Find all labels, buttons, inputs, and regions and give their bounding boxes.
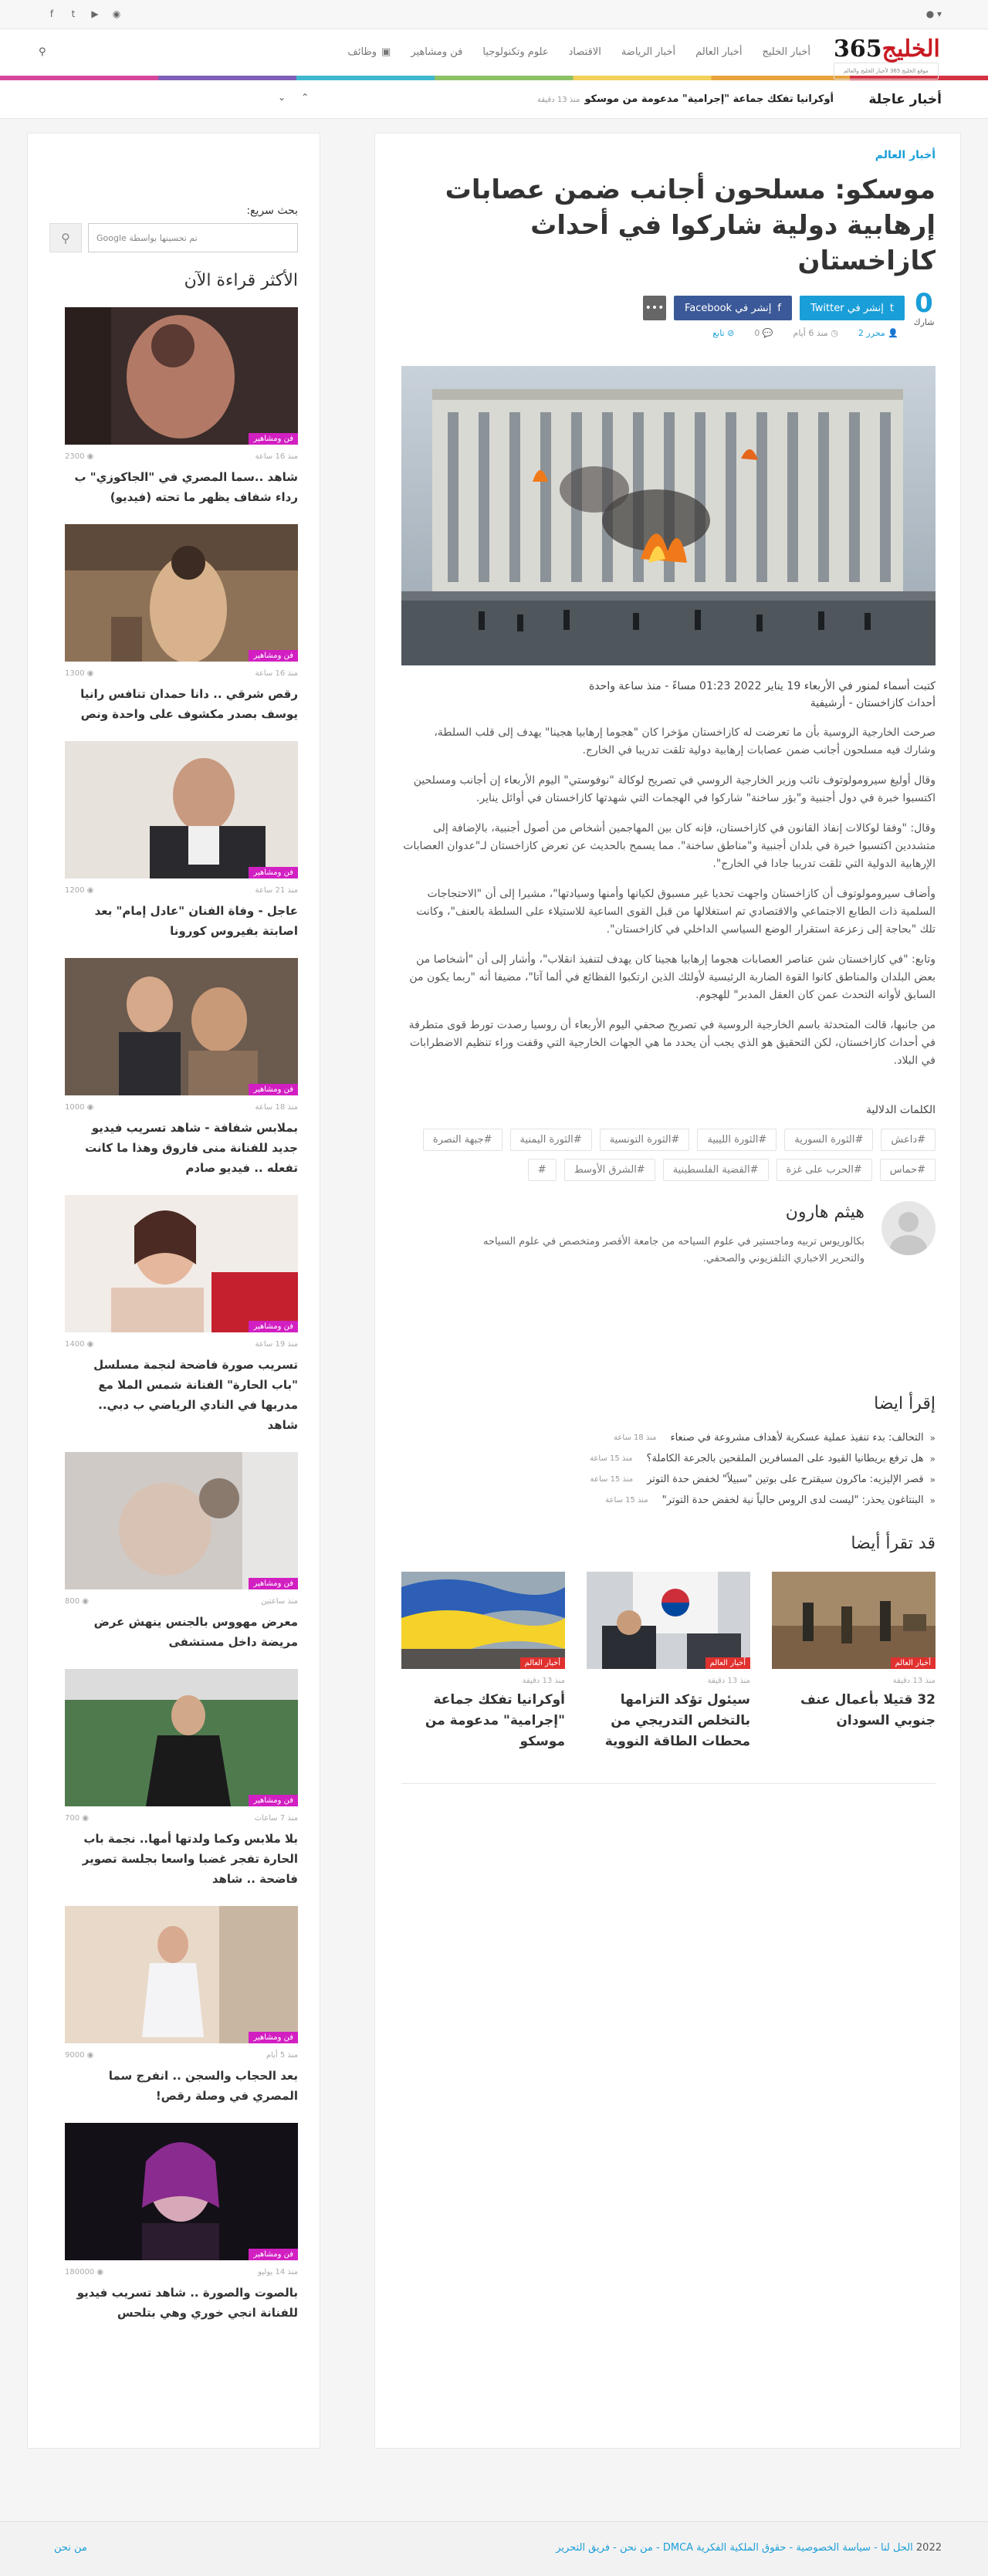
list-item[interactable] xyxy=(400,1448,936,1469)
tag-link[interactable]: #الحرب على غزة xyxy=(777,1159,872,1181)
article-meta xyxy=(400,328,898,338)
view-count-text: 9000 xyxy=(65,2051,85,2060)
view-count xyxy=(65,1340,93,1349)
related-card-time: منذ 13 دقيقة xyxy=(522,1677,565,1685)
popular-post-time: منذ 7 ساعات xyxy=(254,1814,298,1823)
popular-post[interactable] xyxy=(65,1669,298,1889)
author-box xyxy=(400,1201,936,1286)
author-name: محرر 2 xyxy=(858,328,885,338)
category-badge: فن ومشاهير xyxy=(249,2249,298,2260)
popular-post-time: منذ 14 يوليو xyxy=(258,2268,298,2276)
popular-post[interactable] xyxy=(65,2123,298,2323)
category-badge: فن ومشاهير xyxy=(249,1084,298,1095)
user-icon[interactable]: ▾ ● xyxy=(925,8,942,19)
popular-post-image xyxy=(65,1452,298,1589)
view-count-text: 2300 xyxy=(65,452,85,461)
article-paragraph: من جانبها، قالت المتحدثة باسم الخارجية الروسية في تصريح صحفي اليوم الأربعاء أن روسيا رصدت تورط قوى متطرفة في أحداث كازاخستان، لكن التحقيق هو الذي يجب أن يحدد ما هي الجهات الخارجية التي وقفت وراء تنظيم الاضطرابات في البلاد. xyxy=(408,1019,936,1067)
popular-post[interactable] xyxy=(65,1452,298,1652)
tag-link[interactable]: #داعش xyxy=(881,1129,936,1151)
search-input[interactable]: تم تحسينها بواسطة Google xyxy=(88,223,298,252)
nav-item-art[interactable]: فن ومشاهير xyxy=(411,46,463,58)
might-read-heading: قد تقرأ أيضا xyxy=(851,1534,936,1553)
category-badge: فن ومشاهير xyxy=(249,650,298,662)
view-count xyxy=(65,1597,89,1606)
article-date xyxy=(793,328,838,338)
clock-icon: ◷ xyxy=(827,328,838,338)
twitter-share-button[interactable] xyxy=(800,296,905,320)
category-badge: فن ومشاهير xyxy=(249,433,298,445)
logo-mark-red: الخليج xyxy=(881,36,940,63)
share-bar xyxy=(400,287,936,327)
footer-links-text: الحل لنا - سياسة الخصوصية - حقوق الملكية الفكرية DMCA - من نحن - فريق التحرير xyxy=(556,2542,913,2554)
related-card-title: 32 قتيلا بأعمال عنف جنوبي السودان xyxy=(800,1692,936,1728)
eye-icon: ◉ xyxy=(84,669,94,678)
tag-link[interactable]: #الشرق الأوسط xyxy=(564,1159,655,1181)
nav-item-economy[interactable]: الاقتصاد xyxy=(568,46,601,58)
related-card-image xyxy=(401,1572,565,1669)
twitter-icon: t xyxy=(889,302,894,314)
popular-post-time: منذ 19 ساعة xyxy=(255,1340,298,1349)
site-header xyxy=(0,29,988,76)
eye-icon: ◉ xyxy=(94,2268,104,2276)
popular-post[interactable] xyxy=(65,958,298,1178)
article-paragraph: وتابع: "في كازاخستان شن عناصر العصابات هجوما إرهابيا هجينا كان يهدف لتنفيذ انقلاب"، وأشار إلى أن "أشخاصا من بعض البلدان والمناطق كانوا القوة الضاربة الرئيسية لأولئك الذين ارتكبوا الفظائع في ألما آتا"، مضيفا أنه "ربما يكون من السابق لأوانه التحدث عمن كان العقل المدبر" للهجوم. xyxy=(409,953,936,1001)
author-link[interactable] xyxy=(858,328,898,338)
article-paragraph: وقال أوليغ سيرومولوتوف نائب وزير الخارجية الروسي في تصريح لوكالة "نوفوستي" اليوم الأربعاء إن أجانب ومسلحين اكتسبوا خبرة في دول أجنبية و"بؤر ساخنة" شاركوا في الهجمات التي شهدتها كازاخستان في أوائل يناير. xyxy=(413,774,936,804)
popular-post-title: معرض مهووس بالجنس ينهش عرض مريضة داخل مستشفى xyxy=(93,1615,298,1649)
image-caption: كتبت أسماء لمنور في الأربعاء 19 يناير 2022 01:23 مساءً - منذ ساعة واحدة أحداث كازاخستان - أرشيفية xyxy=(588,680,936,709)
list-item[interactable] xyxy=(400,1427,936,1448)
related-card-title: سيئول تؤكد التزامها بالتخلص التدريجي من محطات الطاقة النووية xyxy=(604,1692,750,1749)
view-count-text: 180000 xyxy=(65,2268,95,2276)
view-count xyxy=(65,886,93,895)
read-also-link: التحالف: بدء تنفيذ عملية عسكرية لأهداف مشروعة في صنعاء xyxy=(670,1432,924,1444)
avatar[interactable] xyxy=(881,1201,936,1255)
tags-list xyxy=(401,1129,936,1181)
tag-link[interactable]: #القضية الفلسطينية xyxy=(663,1159,769,1181)
view-count xyxy=(65,669,93,678)
article-paragraph: وقال: "وفقا لوكالات إنفاذ القانون في كازاخستان، فإنه كان بين المهاجمين أشخاص من أصول أجنبية، بالإضافة إلى متشددين اكتسبوا خبرة في بلدان أجنبية و"مناطق ساخنة". مما يسمح بالحديث عن تعرض كازاخستان لـ"عدوان العصابات الإرهابية الدولية التي تلقت تدريبا جادا في الخارج". xyxy=(403,822,936,870)
tag-link[interactable]: # xyxy=(528,1159,557,1181)
list-item[interactable] xyxy=(400,1469,936,1490)
related-card-time: منذ 13 دقيقة xyxy=(892,1677,936,1685)
comments-count-text: 0 xyxy=(754,328,760,338)
category-badge: فن ومشاهير xyxy=(249,1795,298,1806)
popular-post-title: تسريب صورة فاضحة لنجمة مسلسل "باب الحارة" الفنانة شمس الملا مع مدربها في النادي الرياضي ب دبي.. شاهد xyxy=(93,1358,298,1432)
read-also-heading: إقرأ ايضا xyxy=(874,1394,936,1413)
tag-link[interactable]: #جبهة النصرة xyxy=(423,1129,502,1151)
list-item[interactable] xyxy=(400,1490,936,1511)
category-badge: أخبار العالم xyxy=(520,1657,565,1669)
chevron-down-icon[interactable]: ⌄ xyxy=(278,92,286,103)
footer-year: 2022 xyxy=(915,2542,942,2554)
popular-post[interactable] xyxy=(65,1906,298,2106)
popular-post-image xyxy=(65,524,298,662)
facebook-icon: f xyxy=(777,302,781,314)
share-count-label: شارك xyxy=(913,316,935,327)
chevron-left-icon: « xyxy=(929,1474,936,1485)
facebook-icon[interactable]: f xyxy=(49,8,54,19)
popular-post-title: شاهد ..سما المصري في "الجاكوزي" ب رداء شفاف يظهر ما تحته (فيديو) xyxy=(74,470,298,504)
related-card[interactable] xyxy=(587,1572,750,1752)
nav-item-jobs-label: وظائف xyxy=(347,46,377,58)
popular-post-image xyxy=(65,1195,298,1332)
chevron-up-icon[interactable]: ⌃ xyxy=(301,92,310,103)
popular-post-time: منذ 5 أيام xyxy=(266,2051,298,2060)
share-count xyxy=(912,289,936,327)
view-count-text: 800 xyxy=(65,1597,80,1606)
eye-icon: ◉ xyxy=(84,2051,94,2060)
read-also-link: البنتاغون يحذر: "ليست لدى الروس حالياً نية لخفض حدة التوتر" xyxy=(661,1494,924,1506)
tag-link[interactable]: #الثورة السورية xyxy=(784,1129,873,1151)
view-count xyxy=(65,452,93,461)
related-card-time: منذ 13 دقيقة xyxy=(707,1677,750,1685)
read-also-time: منذ 18 ساعة xyxy=(614,1434,657,1442)
related-card[interactable] xyxy=(772,1572,936,1752)
social-links xyxy=(46,8,122,19)
read-also-link: هل ترفع بريطانيا القيود على المسافرين الملقحين بالجرعة الكاملة؟ xyxy=(646,1453,924,1464)
facebook-share-button[interactable] xyxy=(674,296,792,320)
main-nav xyxy=(31,46,810,58)
chevron-left-icon: « xyxy=(929,1494,936,1506)
view-count xyxy=(65,1814,89,1823)
logo-mark-dark: 365 xyxy=(834,36,882,63)
read-also-time: منذ 15 ساعة xyxy=(590,1454,633,1463)
eye-icon: ◉ xyxy=(84,1340,94,1349)
author-box-name[interactable]: هيثم هارون xyxy=(785,1203,864,1222)
divider xyxy=(401,1783,936,1784)
tag-link[interactable]: #الثورة التونسية xyxy=(600,1129,690,1151)
breaking-label: أخبار عاجلة xyxy=(868,92,942,107)
tag-link[interactable]: #الثورة اليمنية xyxy=(510,1129,592,1151)
view-count-text: 1400 xyxy=(65,1340,85,1349)
eye-icon: ◉ xyxy=(80,1597,89,1606)
tags-heading: الكلمات الدلالية xyxy=(866,1104,936,1116)
popular-post-image xyxy=(65,2123,298,2260)
might-read-section xyxy=(400,1534,936,1752)
popular-post-image xyxy=(65,741,298,878)
popular-post-title: رقص شرقي .. دانا حمدان تنافس رانيا يوسف بصدر مكشوف على واحدة ونص xyxy=(80,687,298,721)
breaking-time: منذ 13 دقيقة xyxy=(536,96,580,104)
facebook-share-label: إنشر في Facebook xyxy=(684,302,772,314)
nav-item-jobs[interactable] xyxy=(347,46,391,58)
breaking-headline[interactable] xyxy=(537,93,834,105)
popular-post[interactable] xyxy=(65,524,298,724)
popular-heading: الأكثر قراءة الآن xyxy=(184,271,298,290)
popular-post-time: منذ 16 ساعة xyxy=(255,669,298,678)
share-count-number: 0 xyxy=(915,287,933,319)
sidebar xyxy=(27,133,320,2449)
search-icon[interactable]: ⚲ xyxy=(39,46,46,58)
read-also-link: قصر الإليزيه: ماكرون سيقترح على بوتين "سبيلاً" لخفض حدة التوتر xyxy=(647,1474,924,1485)
footer-links[interactable] xyxy=(556,2542,942,2554)
twitter-share-label: إنشر في Twitter xyxy=(810,302,884,314)
popular-post-time: منذ ساعتين xyxy=(261,1597,298,1606)
youtube-icon[interactable]: ▶ xyxy=(91,8,99,19)
eye-icon: ◉ xyxy=(80,1814,89,1823)
footer-about-link[interactable]: من نحن xyxy=(54,2542,87,2554)
site-footer xyxy=(0,2521,988,2576)
popular-post-title: بالصوت والصورة .. شاهد تسريب فيديو للفنانة انجي خوري وهي بتلحس xyxy=(76,2286,298,2320)
read-also-time: منذ 15 ساعة xyxy=(590,1475,634,1484)
eye-icon: ◉ xyxy=(84,452,94,461)
related-card-image xyxy=(772,1572,936,1669)
view-count xyxy=(65,2051,93,2060)
category-badge: فن ومشاهير xyxy=(249,1578,298,1589)
popular-post-image xyxy=(65,1669,298,1806)
popular-post-image xyxy=(65,958,298,1095)
chevron-left-icon: « xyxy=(929,1453,936,1464)
view-count xyxy=(65,2268,103,2276)
nav-item-gulf[interactable]: أخبار الخليج xyxy=(762,46,810,58)
top-bar xyxy=(0,0,988,29)
popular-post-time: منذ 21 ساعة xyxy=(255,886,298,895)
nav-item-sports[interactable]: أخبار الرياضة xyxy=(621,46,676,58)
view-count-text: 700 xyxy=(65,1814,80,1823)
user-icon: 👤 xyxy=(885,328,898,338)
more-share-button[interactable]: ••• xyxy=(643,296,666,320)
popular-post-title: بلا ملابس وكما ولدتها أمها.. نجمة باب الحارة تفجر غضبا واسعا بجلسة تصوير فاضحة .. شاهد xyxy=(82,1832,298,1886)
related-card-title: أوكرانيا تفكك جماعة "إجرامية" مدعومة من موسكو xyxy=(425,1692,565,1749)
popular-post-time: منذ 18 ساعة xyxy=(255,1103,298,1112)
view-count-text: 1200 xyxy=(65,886,85,895)
popular-post[interactable] xyxy=(65,741,298,941)
article-body xyxy=(400,724,936,1070)
follow-link[interactable] xyxy=(712,328,734,338)
article-hero-image xyxy=(401,366,936,665)
category-badge: أخبار العالم xyxy=(891,1657,936,1669)
category-badge: أخبار العالم xyxy=(705,1657,750,1669)
rss-icon[interactable]: ◉ xyxy=(112,8,121,19)
popular-post-title: عاجل - وفاة الفنان "عادل إمام" بعد اصابتة بفيروس كورونا xyxy=(94,904,298,938)
author-box-bio: بكالوريوس تربيه وماجستير في علوم السياحه من جامعة الأقصر ومتخصص في علوم السياحه والتحرير الاخباري التلفزيوني والصحفي. xyxy=(482,1236,864,1264)
breaking-news-bar xyxy=(0,80,988,119)
quick-search-label: بحث سريع: xyxy=(246,205,298,217)
related-card[interactable] xyxy=(401,1572,565,1752)
article-date-text: منذ 6 أيام xyxy=(793,328,828,338)
read-also-time: منذ 15 ساعة xyxy=(605,1496,648,1505)
chevron-left-icon: « xyxy=(929,1432,936,1444)
follow-text: تابع xyxy=(712,328,725,338)
eye-icon: ◉ xyxy=(84,886,94,895)
category-badge: فن ومشاهير xyxy=(249,867,298,878)
popular-post[interactable] xyxy=(65,307,298,507)
twitter-icon[interactable]: t xyxy=(71,8,76,19)
article-paragraph: صرحت الخارجية الروسية بأن ما تعرضت له كازاخستان مؤخرا كان "هجوما إرهابيا هجينا" يهدف إلى قلب السلطة، وشارك فيه مسلحون أجانب ضمن عصابات إرهابية دولية تلقت تدريبا في الخارج. xyxy=(434,726,936,757)
category-badge: فن ومشاهير xyxy=(249,2032,298,2043)
popular-post-title: بعد الحجاب والسجن .. انفرج سما المصري في وصلة رقص! xyxy=(108,2069,298,2103)
briefcase-icon: ▣ xyxy=(381,46,391,58)
view-count xyxy=(65,1103,93,1112)
article-category[interactable]: أخبار العالم xyxy=(875,149,936,161)
comment-icon: 💬 xyxy=(760,328,773,338)
related-card-image xyxy=(587,1572,750,1669)
follow-icon: ⊘ xyxy=(724,328,735,338)
tag-link[interactable]: #الثورة الليبية xyxy=(697,1129,777,1151)
tag-link[interactable]: #حماس xyxy=(880,1159,936,1181)
article-column xyxy=(374,133,961,2449)
read-also-section xyxy=(400,1394,936,1511)
search-icon: ⚲ xyxy=(61,230,70,245)
popular-post-title: بملابس شفافة - شاهد تسريب فيديو جديد للفنانة منى فاروق وهذا ما كانت تفعله .. فيديو صادم xyxy=(85,1121,298,1175)
breaking-headline-text: أوكرانيا تفكك جماعة "إجرامية" مدعومة من موسكو xyxy=(584,93,834,105)
article-title: موسكو: مسلحون أجانب ضمن عصابات إرهابية دولية شاركوا في أحداث كازاخستان xyxy=(445,174,936,276)
burning-building-illustration xyxy=(401,366,936,665)
popular-post-image xyxy=(65,307,298,445)
search-button[interactable] xyxy=(49,223,82,252)
article-paragraph: وأضاف سيرومولوتوف أن كازاخستان واجهت تحديا غير مسبوق لكيانها وأمنها وسيادتها"، مشيرا إلى أن "الاحتجاجات السلمية ذات الطابع الاجتماعي والاقتصادي تم استغلالها من قبل القوى الساعية للاستيلاء على السلطة بالعنف"، وكانت تلك "بحاجة إلى زعزعة استقرار الوضع السياسي الداخلي في كازاخستان". xyxy=(416,888,936,936)
eye-icon: ◉ xyxy=(84,1103,94,1112)
logo-tagline: موقع الخليج 365 لأخبار الخليج والعالم xyxy=(834,63,939,80)
site-logo[interactable] xyxy=(834,36,949,74)
view-count-text: 1300 xyxy=(65,669,85,678)
popular-post[interactable] xyxy=(65,1195,298,1435)
view-count-text: 1000 xyxy=(65,1103,85,1112)
popular-post-time: منذ 16 ساعة xyxy=(255,452,298,461)
category-badge: فن ومشاهير xyxy=(249,1321,298,1332)
nav-item-tech[interactable]: علوم وتكنولوجيا xyxy=(482,46,549,58)
comments-count[interactable] xyxy=(754,328,773,338)
popular-post-image xyxy=(65,1906,298,2043)
quick-search xyxy=(49,223,298,252)
nav-item-world[interactable]: أخبار العالم xyxy=(695,46,743,58)
